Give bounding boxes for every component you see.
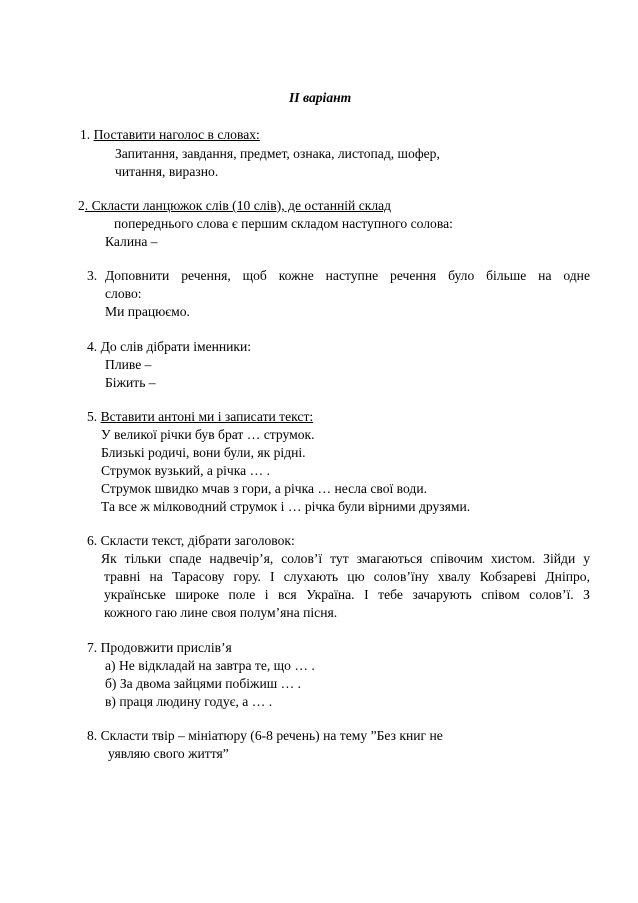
task-3-number: 3. [87,268,98,283]
task-6-heading: Скласти текст, дібрати заголовок: [100,533,295,548]
task-5-number: 5. [87,409,101,424]
task-4-heading-line [87,338,251,356]
task-5-line-1: У великої річки був брат … струмок. [101,427,315,442]
task-5-line-4: Струмок швидко мчав з гори, а річка … несла свої води. [101,481,427,496]
task-4-number: 4. [87,339,98,354]
task-7-heading-line [87,639,232,657]
task-6-line-3: українське широке поле і вся Україна. І тебе зачарують співом солов’ї. З [104,587,590,602]
task-2-line-1: попереднього слова є першим складом наступного солова: [114,216,453,231]
task-1-line-1: Запитання, завдання, предмет, ознака, листопад, шофер, [115,146,440,161]
task-8-line-1: уявляю свого життя” [108,746,229,761]
task-1-heading: Поставити наголос в словах: [93,127,260,142]
task-5-line-5: Та все ж мілководний струмок і … річка були вірними друзями. [101,499,471,514]
task-8-heading: Скласти твір – мініатюру (6-8 речень) на тему ”Без книг не [100,728,443,743]
task-1-line-2: читання, виразно. [115,164,219,179]
task-6-line-2: травні на Тарасову гору. І слухають цю солов’їну хвалу Кобзареві Дніпро, [104,569,590,584]
task-1-number: 1. [80,127,94,142]
task-7-heading: Продовжити прислів’я [100,640,232,655]
task-5-heading: Вставити антоні ми і записати текст: [100,409,314,424]
task-7-line-3: в) праця людину годує, а … . [105,694,273,709]
task-6-heading-line [87,532,295,550]
task-4-heading: До слів дібрати іменники: [100,339,252,354]
task-2-heading: . Скласти ланцюжок слів (10 слів), де останній склад [84,198,392,213]
task-4-line-2: Біжить – [105,375,156,390]
task-8-heading-line [87,727,443,745]
task-2-line-2: Калина – [105,234,158,249]
task-6-line-1: Як тільки спаде надвечір’я, солов’ї тут змагаються співочим хистом. Зійди у [101,551,590,566]
task-1-heading-line [80,126,260,144]
task-3-line-1: Доповнити речення, щоб кожне наступне речення було більше на одне [105,268,590,283]
task-5-heading-line [87,408,313,426]
task-2-number: 2 [78,198,85,213]
task-4-line-1: Пливе – [105,357,152,372]
task-7-line-2: б) За двома зайцями побіжиш … . [105,676,301,691]
task-5-line-3: Струмок вузький, а річка … . [101,463,270,478]
task-7-line-1: а) Не відкладай на завтра те, що … . [105,658,315,673]
task-2-heading-line [78,197,391,215]
task-6-line-4: кожного гаю лине своя полум’яна пісня. [104,605,338,620]
task-6-number: 6. [87,533,98,548]
task-5-line-2: Близькі родичі, вони були, як рідні. [101,445,306,460]
task-8-number: 8. [87,728,98,743]
task-7-number: 7. [87,640,98,655]
page-title: II варіант [289,90,352,105]
task-3-line-3: Ми працюємо. [105,304,190,319]
task-3-line-2: слово: [105,286,142,301]
